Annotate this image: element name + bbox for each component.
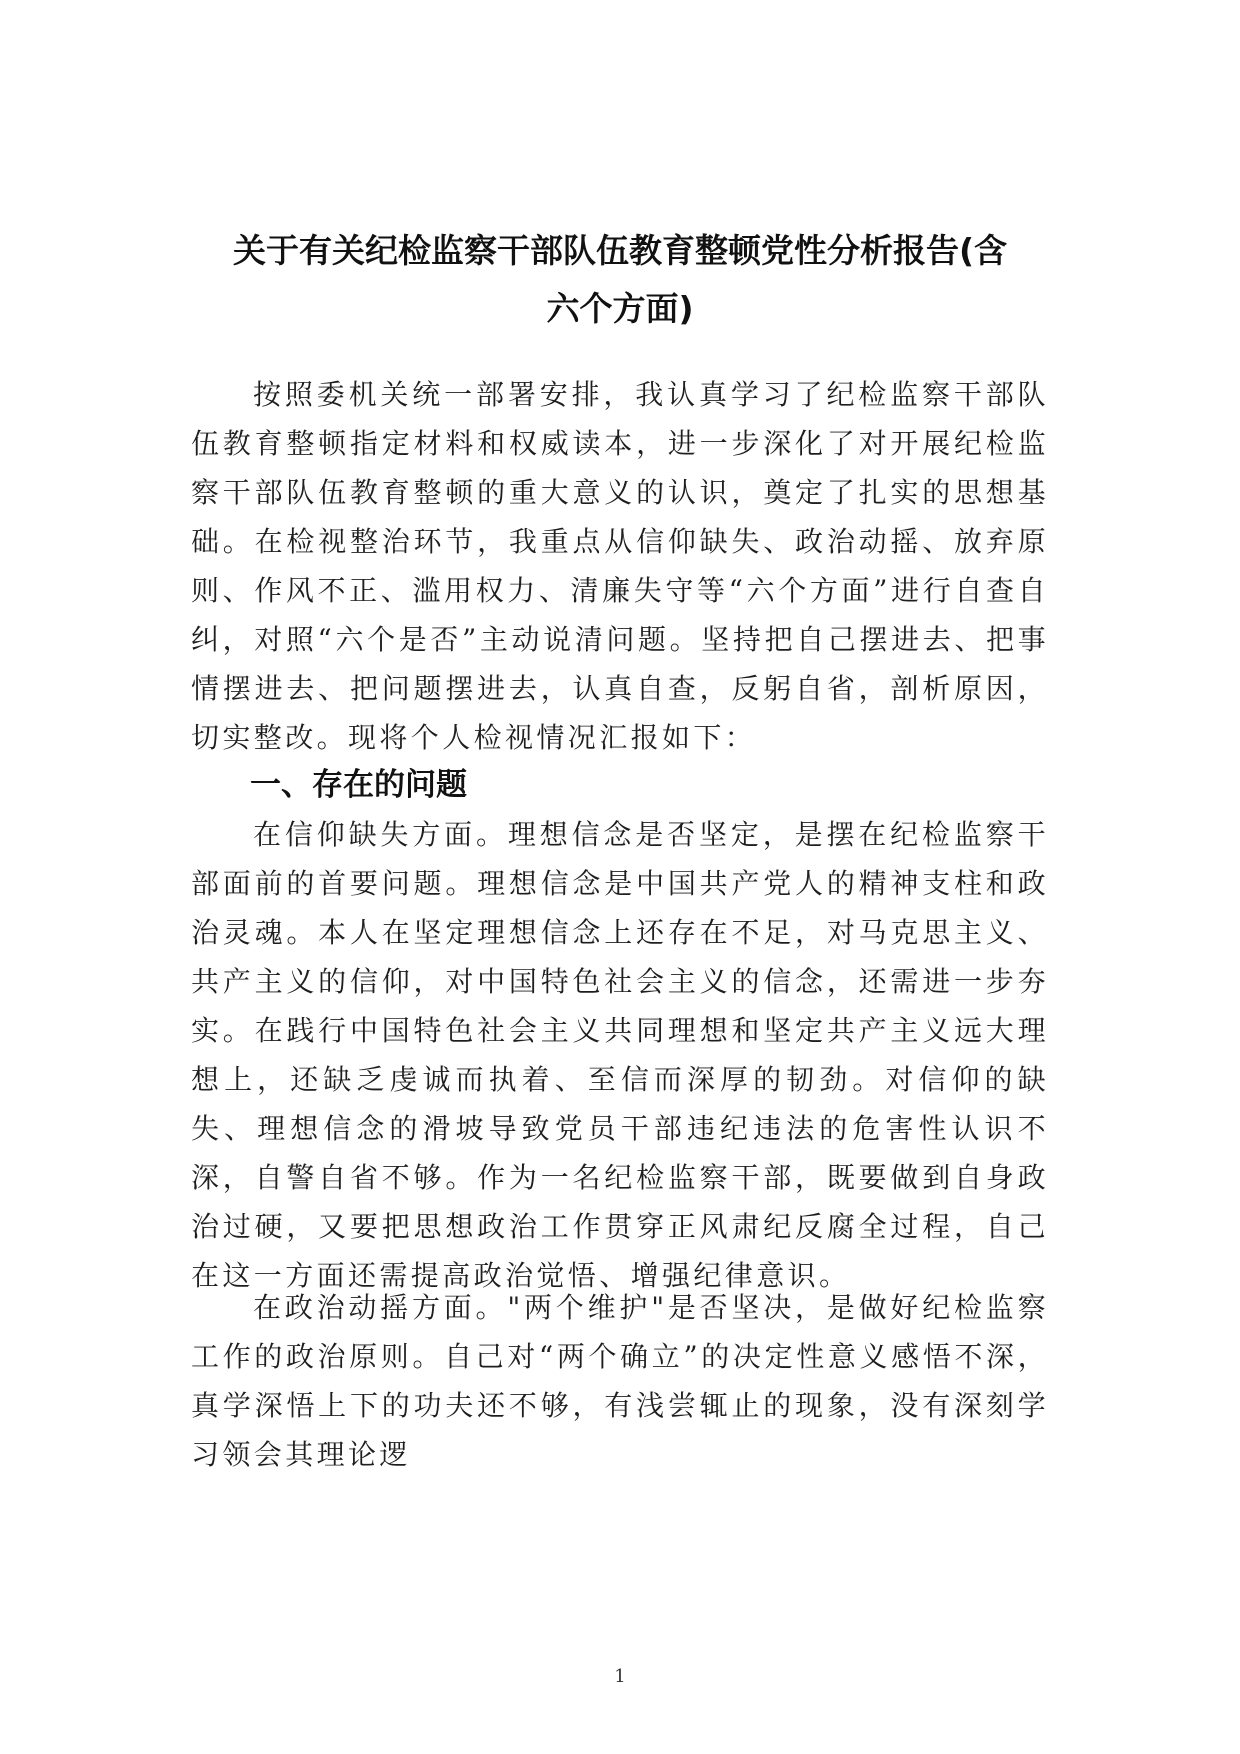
page-number: 1 [614,1666,626,1687]
body-paragraph-faith: 在信仰缺失方面。理想信念是否坚定，是摆在纪检监察干部面前的首要问题。理想信念是中国共产党人的精神支柱和政治灵魂。本人在坚定理想信念上还存在不足，对马克思主义、共产主义的信仰，对中国特色社会主义的信念，还需进一步夯实。在践行中国特色社会主义共同理想和坚定共产主义远大理想上，还缺乏虔诚而执着、至信而深厚的韧劲。对信仰的缺失、理想信念的滑坡导致党员干部违纪违法的危害性认识不深，自警自省不够。作为一名纪检监察干部，既要做到自身政治过硬，又要把思想政治工作贯穿正风肃纪反腐全过程，自己在这一方面还需提高政治觉悟、增强纪律意识。 [191,818,1049,1292]
intro-paragraph: 按照委机关统一部署安排，我认真学习了纪检监察干部队伍教育整顿指定材料和权威读本，进一步深化了对开展纪检监察干部队伍教育整顿的重大意义的认识，奠定了扎实的思想基础。在检视整治环节，我重点从信仰缺失、政治动摇、放弃原则、作风不正、滥用权力、清廉失守等“六个方面”进行自查自纠，对照“六个是否”主动说清问题。坚持把自己摆进去、把事情摆进去、把问题摆进去，认真自查，反躬自省，剖析原因，切实整改。现将个人检视情况汇报如下： [191,378,1049,754]
document-title [190,222,1050,338]
title-line-1: 关于有关纪检监察干部队伍教育整顿党性分析报告(含 [232,231,1008,270]
title-line-2: 六个方面) [546,289,694,328]
body-paragraph-politics: 在政治动摇方面。"两个维护"是否坚决，是做好纪检监察工作的政治原则。自己对“两个确立”的决定性意义感悟不深，真学深悟上下的功夫还不够，有浅尝辄止的现象，没有深刻学习领会其理论逻 [191,1291,1049,1471]
section-heading: 一、存在的问题 [250,767,467,803]
